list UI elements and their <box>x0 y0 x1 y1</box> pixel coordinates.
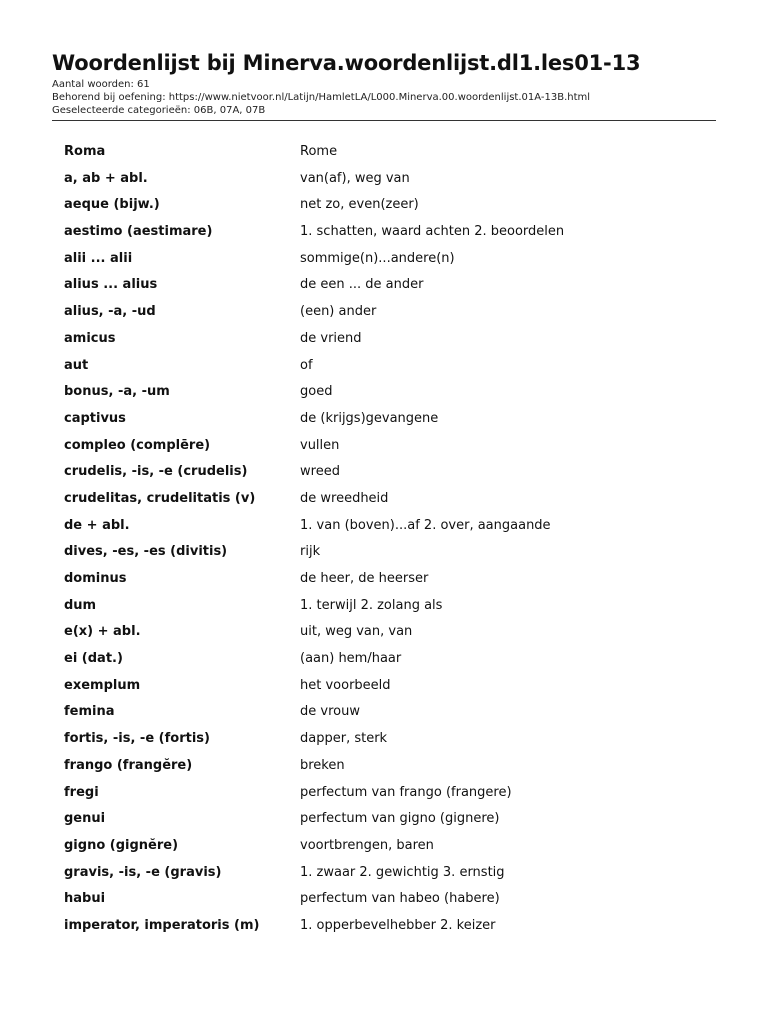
word-count: Aantal woorden: 61 <box>52 79 150 90</box>
word-row <box>64 383 716 410</box>
dutch-meaning: 1. opperbevelhebber 2. keizer <box>300 917 496 933</box>
latin-term: genui <box>64 811 106 827</box>
document-page <box>52 48 716 944</box>
word-row <box>64 703 716 730</box>
latin-term: crudelitas, crudelitatis (v) <box>64 490 256 506</box>
latin-term: alii ... alii <box>64 250 133 266</box>
dutch-meaning: uit, weg van, van <box>300 624 413 640</box>
dutch-meaning: Rome <box>300 144 338 159</box>
dutch-meaning: de vrouw <box>300 704 360 720</box>
dutch-meaning: de vriend <box>300 330 362 346</box>
dutch-meaning: 1. van (boven)...af 2. over, aangaande <box>300 517 551 533</box>
dutch-meaning: het voorbeeld <box>300 677 391 693</box>
latin-term: dives, -es, -es (divitis) <box>64 544 228 560</box>
word-row <box>64 143 716 170</box>
dutch-meaning: wreed <box>300 464 340 480</box>
dutch-meaning: perfectum van gigno (gignere) <box>300 811 500 827</box>
dutch-meaning: net zo, even(zeer) <box>300 197 419 213</box>
latin-term: bonus, -a, -um <box>64 384 170 400</box>
word-row <box>64 917 716 944</box>
dutch-meaning: of <box>300 357 313 373</box>
dutch-meaning: vullen <box>300 437 340 453</box>
latin-term: ei (dat.) <box>64 651 123 667</box>
word-row <box>64 864 716 891</box>
latin-term: amicus <box>64 330 116 346</box>
exercise-source: Behorend bij oefening: https://www.nietvoor.nl/Latijn/HamletLA/L000.Minerva.00.woordenlijst.01A-13B.html <box>52 92 591 103</box>
word-row <box>64 196 716 223</box>
word-row <box>64 250 716 277</box>
dutch-meaning: 1. terwijl 2. zolang als <box>300 597 443 613</box>
word-row <box>64 837 716 864</box>
latin-term: crudelis, -is, -e (crudelis) <box>64 464 248 480</box>
word-row <box>64 170 716 197</box>
word-row <box>64 357 716 384</box>
dutch-meaning: (een) ander <box>300 304 377 320</box>
header-divider <box>52 120 716 121</box>
page-title: Woordenlijst bij Minerva.woordenlijst.dl1.les01-13 <box>52 51 641 75</box>
dutch-meaning: de een ... de ander <box>300 277 424 293</box>
dutch-meaning: sommige(n)...andere(n) <box>300 250 455 266</box>
word-row <box>64 784 716 811</box>
latin-term: femina <box>64 704 115 720</box>
dutch-meaning: van(af), weg van <box>300 170 410 186</box>
word-row <box>64 570 716 597</box>
latin-term: dominus <box>64 571 127 586</box>
dutch-meaning: rijk <box>300 544 321 560</box>
word-row <box>64 650 716 677</box>
latin-term: dum <box>64 597 97 613</box>
latin-term: aeque (bijw.) <box>64 197 160 213</box>
word-list <box>64 143 716 944</box>
word-row <box>64 810 716 837</box>
word-row <box>64 303 716 330</box>
latin-term: gravis, -is, -e (gravis) <box>64 864 222 880</box>
dutch-meaning: dapper, sterk <box>300 731 388 747</box>
latin-term: Roma <box>64 144 106 159</box>
word-row <box>64 223 716 250</box>
word-row <box>64 410 716 437</box>
word-row <box>64 623 716 650</box>
word-row <box>64 757 716 784</box>
dutch-meaning: voortbrengen, baren <box>300 837 434 853</box>
latin-term: aestimo (aestimare) <box>64 224 213 240</box>
latin-term: a, ab + abl. <box>64 170 148 186</box>
latin-term: compleo (complēre) <box>64 437 211 453</box>
dutch-meaning: 1. schatten, waard achten 2. beoordelen <box>300 224 565 240</box>
latin-term: alius ... alius <box>64 277 158 293</box>
dutch-meaning: goed <box>300 384 333 400</box>
dutch-meaning: (aan) hem/haar <box>300 651 402 667</box>
dutch-meaning: de (krijgs)gevangene <box>300 410 439 426</box>
latin-term: frango (frangĕre) <box>64 757 193 773</box>
word-row <box>64 463 716 490</box>
dutch-meaning: perfectum van habeo (habere) <box>300 891 500 907</box>
latin-term: habui <box>64 891 106 907</box>
word-row <box>64 730 716 757</box>
latin-term: gigno (gignĕre) <box>64 837 179 853</box>
dutch-meaning: de heer, de heerser <box>300 571 429 586</box>
latin-term: captivus <box>64 410 126 426</box>
latin-term: exemplum <box>64 677 141 693</box>
dutch-meaning: perfectum van frango (frangere) <box>300 784 512 800</box>
word-row <box>64 890 716 917</box>
word-row <box>64 276 716 303</box>
latin-term: alius, -a, -ud <box>64 304 156 320</box>
latin-term: e(x) + abl. <box>64 624 141 640</box>
latin-term: imperator, imperatoris (m) <box>64 917 260 933</box>
latin-term: de + abl. <box>64 517 130 533</box>
word-row <box>64 517 716 544</box>
dutch-meaning: 1. zwaar 2. gewichtig 3. ernstig <box>300 864 505 880</box>
word-row <box>64 490 716 517</box>
latin-term: fregi <box>64 784 99 800</box>
word-row <box>64 330 716 357</box>
word-row <box>64 437 716 464</box>
latin-term: fortis, -is, -e (fortis) <box>64 731 210 747</box>
dutch-meaning: de wreedheid <box>300 490 389 506</box>
word-row <box>64 597 716 624</box>
word-row <box>64 543 716 570</box>
selected-categories: Geselecteerde categorieën: 06B, 07A, 07B <box>52 105 266 116</box>
dutch-meaning: breken <box>300 757 345 773</box>
latin-term: aut <box>64 357 89 373</box>
word-row <box>64 677 716 704</box>
